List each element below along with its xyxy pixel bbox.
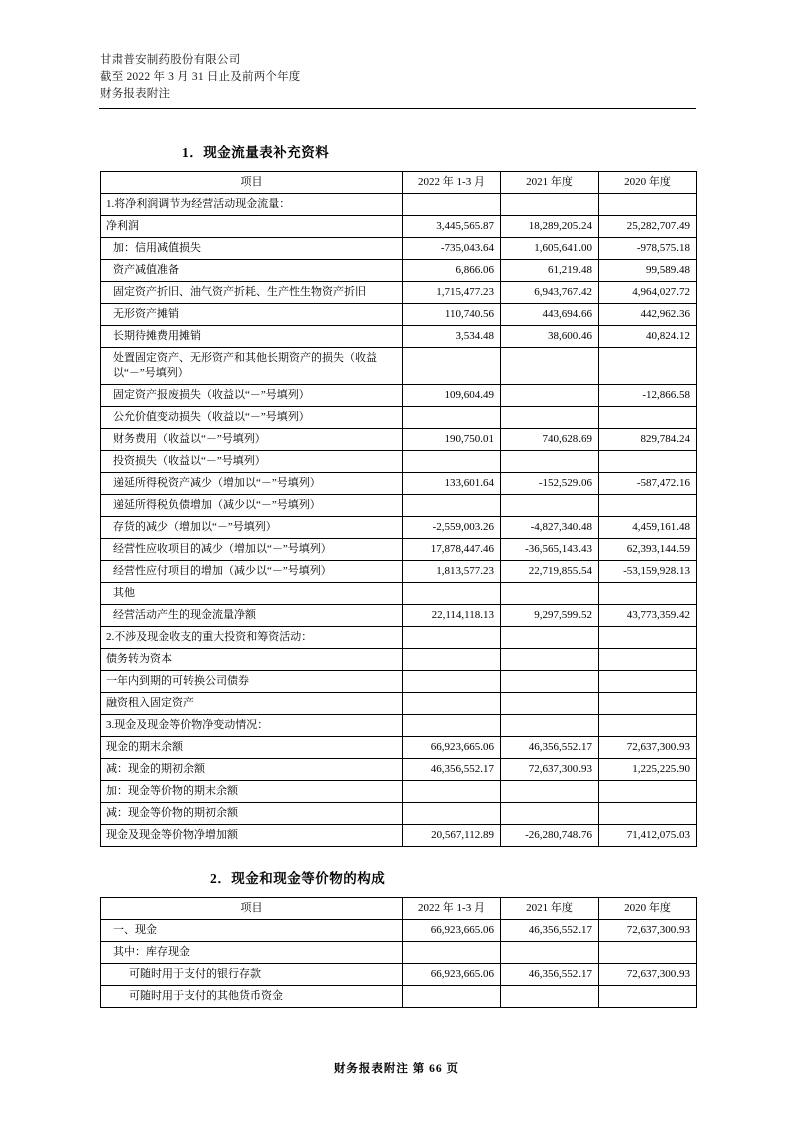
row-value	[403, 671, 501, 693]
row-value: 6,943,767.42	[501, 282, 599, 304]
row-label: 经营性应付项目的增加（减少以“－”号填列）	[101, 561, 403, 583]
row-value: -4,827,340.48	[501, 517, 599, 539]
cash-composition-col-header: 2021 年度	[501, 898, 599, 920]
row-value: -152,529.06	[501, 473, 599, 495]
cash-flow-supplement-table	[100, 171, 697, 847]
row-value	[501, 348, 599, 385]
table-row	[101, 649, 697, 671]
row-value: 72,637,300.93	[599, 737, 697, 759]
row-value: 66,923,665.06	[403, 920, 501, 942]
row-label: 加：信用减值损失	[101, 238, 403, 260]
row-label: 财务费用（收益以“－”号填列）	[101, 429, 403, 451]
row-label: 资产减值准备	[101, 260, 403, 282]
header-doc-type: 财务报表附注	[100, 88, 171, 100]
row-value: 72,637,300.93	[599, 920, 697, 942]
table-row	[101, 737, 697, 759]
table-row	[101, 473, 697, 495]
table-row	[101, 539, 697, 561]
row-value	[403, 942, 501, 964]
table-row	[101, 693, 697, 715]
table-row	[101, 282, 697, 304]
cash-flow-supplement-col-header: 2020 年度	[599, 172, 697, 194]
row-value	[403, 194, 501, 216]
row-value	[599, 627, 697, 649]
row-label: 现金的期末余额	[101, 737, 403, 759]
cash-flow-supplement-header-row	[101, 172, 697, 194]
row-value: 20,567,112.89	[403, 825, 501, 847]
cash-flow-supplement-col-header: 2021 年度	[501, 172, 599, 194]
table-row	[101, 429, 697, 451]
row-value	[501, 385, 599, 407]
row-value: 1,715,477.23	[403, 282, 501, 304]
table-row	[101, 407, 697, 429]
row-value: 43,773,359.42	[599, 605, 697, 627]
row-label: 一、现金	[101, 920, 403, 942]
row-label: 融资租入固定资产	[101, 693, 403, 715]
row-label: 其中：库存现金	[101, 942, 403, 964]
row-value	[501, 194, 599, 216]
table-row	[101, 627, 697, 649]
row-value	[501, 583, 599, 605]
row-value: 443,694.66	[501, 304, 599, 326]
table-row	[101, 825, 697, 847]
table-row	[101, 803, 697, 825]
row-value: -53,159,928.13	[599, 561, 697, 583]
row-value: 72,637,300.93	[501, 759, 599, 781]
row-value: 133,601.64	[403, 473, 501, 495]
row-value: 1,813,577.23	[403, 561, 501, 583]
row-value: -587,472.16	[599, 473, 697, 495]
row-value: 66,923,665.06	[403, 964, 501, 986]
row-value	[599, 715, 697, 737]
row-value: 190,750.01	[403, 429, 501, 451]
row-value	[403, 803, 501, 825]
page-header	[100, 52, 731, 103]
row-value	[403, 583, 501, 605]
row-value	[403, 986, 501, 1008]
row-value: 22,114,118.13	[403, 605, 501, 627]
cash-flow-supplement-col-header: 项目	[101, 172, 403, 194]
table-row	[101, 671, 697, 693]
row-value	[501, 407, 599, 429]
row-value: 71,412,075.03	[599, 825, 697, 847]
row-value	[403, 348, 501, 385]
row-value: 46,356,552.17	[403, 759, 501, 781]
row-label: 递延所得税资产减少（增加以“－”号填列）	[101, 473, 403, 495]
row-label: 无形资产摊销	[101, 304, 403, 326]
row-value	[501, 781, 599, 803]
row-label: 可随时用于支付的其他货币资金	[101, 986, 403, 1008]
row-value	[403, 715, 501, 737]
row-value: 4,459,161.48	[599, 517, 697, 539]
row-value	[599, 194, 697, 216]
row-value: 9,297,599.52	[501, 605, 599, 627]
table-row	[101, 495, 697, 517]
cash-composition-table	[100, 897, 697, 1008]
row-value	[599, 671, 697, 693]
row-value: 46,356,552.17	[501, 920, 599, 942]
header-divider	[99, 108, 696, 109]
table-row	[101, 920, 697, 942]
row-value: 17,878,447.46	[403, 539, 501, 561]
row-value: -36,565,143.43	[501, 539, 599, 561]
row-value: 62,393,144.59	[599, 539, 697, 561]
row-value: 18,289,205.24	[501, 216, 599, 238]
page-footer: 财务报表附注 第 66 页	[333, 1063, 460, 1075]
row-value	[501, 495, 599, 517]
row-value	[501, 942, 599, 964]
header-company-name: 甘肃普安制药股份有限公司	[100, 54, 241, 66]
row-value	[403, 407, 501, 429]
row-label: 长期待摊费用摊销	[101, 326, 403, 348]
row-value	[501, 715, 599, 737]
row-value	[599, 942, 697, 964]
row-label: 递延所得税负债增加（减少以“－”号填列）	[101, 495, 403, 517]
row-value	[599, 583, 697, 605]
row-value	[501, 803, 599, 825]
table-row	[101, 986, 697, 1008]
row-label: 处置固定资产、无形资产和其他长期资产的损失（收益以“－”号填列）	[101, 348, 403, 385]
row-label: 减：现金的期初余额	[101, 759, 403, 781]
cash-composition-col-header: 2022 年 1-3 月	[403, 898, 501, 920]
row-value: -26,280,748.76	[501, 825, 599, 847]
row-value	[599, 407, 697, 429]
table-row	[101, 385, 697, 407]
row-value: 38,600.46	[501, 326, 599, 348]
row-value	[501, 986, 599, 1008]
row-value: 61,219.48	[501, 260, 599, 282]
row-value	[403, 693, 501, 715]
row-label: 可随时用于支付的银行存款	[101, 964, 403, 986]
table-row	[101, 260, 697, 282]
row-value	[501, 649, 599, 671]
row-value: 1,225,225.90	[599, 759, 697, 781]
cash-composition-header-row	[101, 898, 697, 920]
row-value: 72,637,300.93	[599, 964, 697, 986]
table-row	[101, 238, 697, 260]
section-1-title: 1．现金流量表补充资料	[182, 145, 330, 160]
cash-composition-col-header: 项目	[101, 898, 403, 920]
row-value: 829,784.24	[599, 429, 697, 451]
row-value: 40,824.12	[599, 326, 697, 348]
row-label: 2.不涉及现金收支的重大投资和筹资活动：	[101, 627, 403, 649]
table-row	[101, 517, 697, 539]
row-value: 66,923,665.06	[403, 737, 501, 759]
row-value: 1,605,641.00	[501, 238, 599, 260]
table-row	[101, 964, 697, 986]
row-label: 1.将净利润调节为经营活动现金流量：	[101, 194, 403, 216]
row-value	[403, 451, 501, 473]
row-value: 99,589.48	[599, 260, 697, 282]
row-label: 债务转为资本	[101, 649, 403, 671]
row-label: 加：现金等价物的期末余额	[101, 781, 403, 803]
row-value	[599, 649, 697, 671]
row-value	[501, 693, 599, 715]
row-value	[501, 671, 599, 693]
row-value: 46,356,552.17	[501, 964, 599, 986]
table-row	[101, 216, 697, 238]
row-value	[403, 649, 501, 671]
row-value: -12,866.58	[599, 385, 697, 407]
row-value: 3,534.48	[403, 326, 501, 348]
header-period: 截至 2022 年 3 月 31 日止及前两个年度	[100, 71, 301, 83]
row-value: 22,719,855.54	[501, 561, 599, 583]
table-row	[101, 781, 697, 803]
table-row	[101, 304, 697, 326]
row-value: 3,445,565.87	[403, 216, 501, 238]
cash-composition-col-header: 2020 年度	[599, 898, 697, 920]
table-row	[101, 451, 697, 473]
row-value: 4,964,027.72	[599, 282, 697, 304]
row-value: -978,575.18	[599, 238, 697, 260]
row-value: 109,604.49	[403, 385, 501, 407]
row-label: 固定资产报废损失（收益以“－”号填列）	[101, 385, 403, 407]
table-row	[101, 326, 697, 348]
row-label: 一年内到期的可转换公司债券	[101, 671, 403, 693]
row-label: 3.现金及现金等价物净变动情况：	[101, 715, 403, 737]
row-value: 110,740.56	[403, 304, 501, 326]
row-label: 其他	[101, 583, 403, 605]
row-value	[501, 627, 599, 649]
table-row	[101, 348, 697, 385]
table-row	[101, 561, 697, 583]
table-row	[101, 583, 697, 605]
row-label: 净利润	[101, 216, 403, 238]
row-value: 442,962.36	[599, 304, 697, 326]
row-label: 现金及现金等价物净增加额	[101, 825, 403, 847]
row-label: 减：现金等价物的期初余额	[101, 803, 403, 825]
table-row	[101, 194, 697, 216]
row-value	[599, 693, 697, 715]
row-label: 经营活动产生的现金流量净额	[101, 605, 403, 627]
row-value: 6,866.06	[403, 260, 501, 282]
row-value: 46,356,552.17	[501, 737, 599, 759]
row-label: 经营性应收项目的减少（增加以“－”号填列）	[101, 539, 403, 561]
row-value	[599, 803, 697, 825]
row-value: 25,282,707.49	[599, 216, 697, 238]
row-label: 公允价值变动损失（收益以“－”号填列）	[101, 407, 403, 429]
row-value: -735,043.64	[403, 238, 501, 260]
row-value	[403, 627, 501, 649]
row-value	[599, 495, 697, 517]
row-value: 740,628.69	[501, 429, 599, 451]
row-label: 存货的减少（增加以“－”号填列）	[101, 517, 403, 539]
row-label: 固定资产折旧、油气资产折耗、生产性生物资产折旧	[101, 282, 403, 304]
row-value	[599, 451, 697, 473]
section-2-title: 2．现金和现金等价物的构成	[210, 871, 386, 886]
table-row	[101, 759, 697, 781]
table-row	[101, 715, 697, 737]
row-value	[599, 348, 697, 385]
row-label: 投资损失（收益以“－”号填列）	[101, 451, 403, 473]
row-value	[501, 451, 599, 473]
row-value	[403, 495, 501, 517]
row-value	[599, 986, 697, 1008]
row-value	[599, 781, 697, 803]
cash-flow-supplement-col-header: 2022 年 1-3 月	[403, 172, 501, 194]
table-row	[101, 605, 697, 627]
row-value: -2,559,003.26	[403, 517, 501, 539]
row-value	[403, 781, 501, 803]
table-row	[101, 942, 697, 964]
